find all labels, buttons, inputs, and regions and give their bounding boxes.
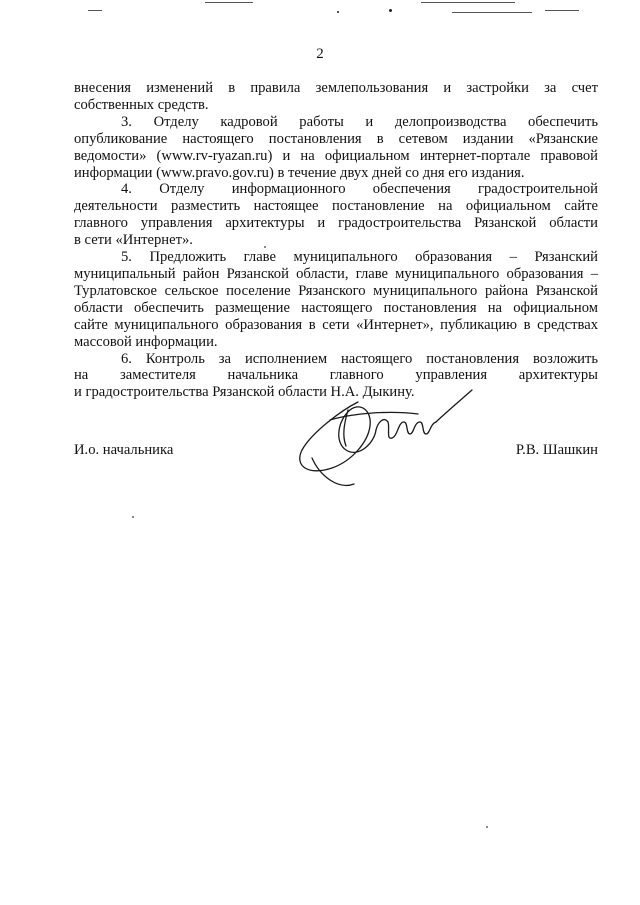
text-line: 4. Отделу информационного обеспечения градостроительной bbox=[121, 181, 598, 198]
paragraph-5 bbox=[74, 249, 598, 350]
text-line: внесения изменений в правила землепользования и застройки за счет bbox=[74, 80, 598, 96]
paragraph-4 bbox=[74, 181, 598, 249]
signer-title: И.о. начальника bbox=[74, 442, 174, 458]
scan-mark bbox=[452, 12, 532, 13]
scan-speck bbox=[486, 826, 488, 828]
page-number: 2 bbox=[316, 46, 324, 62]
scan-mark bbox=[88, 10, 102, 11]
text-line: деятельности разместить настоящее постановление на официальном сайте bbox=[74, 198, 598, 215]
text-line: в сети «Интернет». bbox=[74, 232, 193, 249]
scan-speck bbox=[264, 246, 266, 248]
scan-mark bbox=[545, 10, 579, 11]
paragraph-continuation bbox=[74, 80, 598, 114]
text-line: и градостроительства Рязанской области Н.А. Дыкину. bbox=[74, 384, 415, 401]
text-line: массовой информации. bbox=[74, 333, 218, 350]
text-line: опубликование настоящего постановления в сетевом издании «Рязанские bbox=[74, 130, 598, 147]
text-line: сайте муниципального образования в сети «Интернет», публикацию в средствах bbox=[74, 316, 598, 333]
text-line: на заместителя начальника главного управления архитектуры bbox=[74, 367, 598, 384]
scan-speck bbox=[132, 516, 134, 518]
text-line: 5. Предложить главе муниципального образования – Рязанский bbox=[121, 249, 598, 266]
text-line: главного управления архитектуры и градостроительства Рязанской области bbox=[74, 215, 598, 232]
text-line: собственных средств. bbox=[74, 96, 209, 113]
handwritten-signature bbox=[290, 380, 490, 500]
text-line: области обеспечить размещение настоящего постановления на официальном bbox=[74, 299, 598, 316]
signer-name: Р.В. Шашкин bbox=[515, 442, 598, 458]
scan-dot bbox=[337, 11, 339, 13]
scan-mark bbox=[421, 2, 515, 3]
text-line: муниципальный район Рязанской области, главе муниципального образования – bbox=[74, 265, 598, 282]
text-line: Турлатовское сельское поселение Рязанского муниципального района Рязанской bbox=[74, 282, 598, 299]
scan-dot bbox=[389, 9, 392, 12]
document-body bbox=[74, 80, 598, 401]
text-line: 6. Контроль за исполнением настоящего постановления возложить bbox=[121, 350, 598, 367]
scan-mark bbox=[205, 2, 253, 3]
text-line: информации (www.pravo.gov.ru) в течение двух дней со дня его издания. bbox=[74, 164, 525, 181]
signature-block bbox=[74, 442, 598, 462]
paragraph-3 bbox=[74, 114, 598, 182]
text-line: 3. Отделу кадровой работы и делопроизводства обеспечить bbox=[121, 113, 598, 130]
text-line: ведомости» (www.rv-ryazan.ru) и на официальном интернет-портале правовой bbox=[74, 147, 598, 164]
